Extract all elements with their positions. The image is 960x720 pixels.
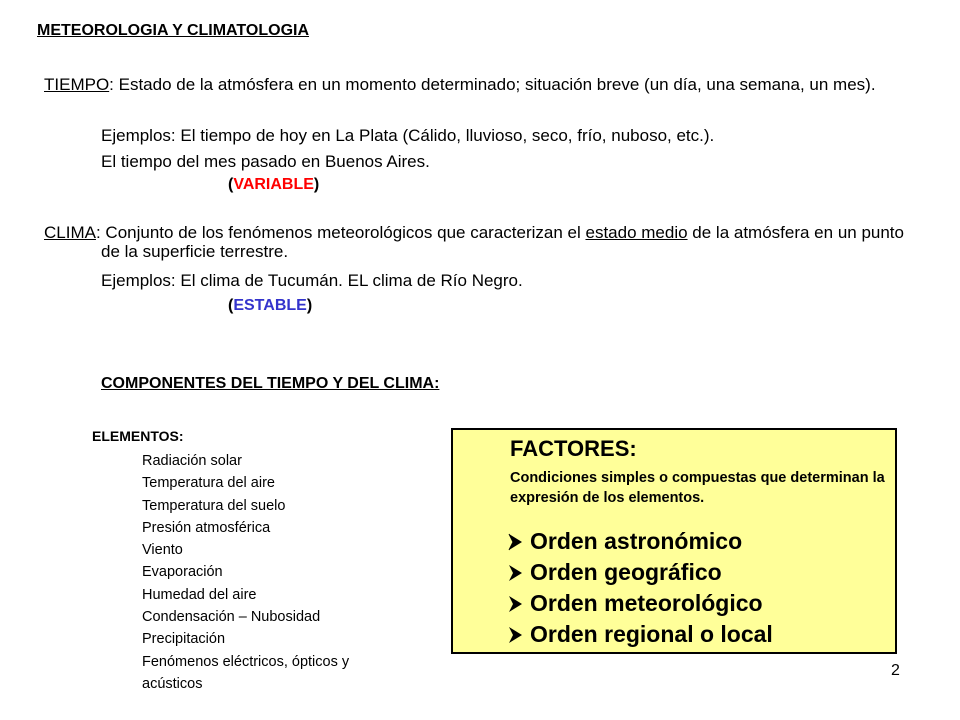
tiempo-definition (44, 75, 924, 94)
factor-label: Orden regional o local (530, 621, 773, 647)
list-item: Viento (142, 542, 183, 559)
tiempo-tag-close: ) (313, 176, 320, 193)
clima-tag-estable: ESTABLE (233, 297, 307, 314)
list-item: Condensación – Nubosidad (142, 609, 321, 626)
factor-label: Orden meteorológico (530, 590, 763, 616)
tiempo-example-1: Ejemplos: El tiempo de hoy en La Plata (Cálido, lluvioso, seco, frío, nuboso, etc.). (101, 126, 715, 145)
factores-description: Condiciones simples o compuestas que determinan la expresión de los elementos. (510, 470, 885, 506)
list-item (508, 526, 773, 557)
list-item: Fenómenos eléctricos, ópticos y acústicos (142, 653, 350, 692)
list-item: Temperatura del aire (142, 475, 275, 492)
factor-label: Orden geográfico (530, 559, 722, 585)
arrow-bullet-icon (508, 625, 524, 645)
tiempo-definition-text: : Estado de la atmósfera en un momento determinado; situación breve (un día, una semana, un mes). (109, 75, 876, 94)
list-item: Precipitación (142, 631, 226, 648)
tiempo-tag-open: ( (228, 176, 234, 193)
page-number: 2 (891, 662, 900, 679)
clima-example-1: Ejemplos: El clima de Tucumán. EL clima de Río Negro. (101, 271, 523, 290)
tiempo-example-2: El tiempo del mes pasado en Buenos Aires. (101, 152, 430, 171)
tiempo-tag-variable: VARIABLE (233, 176, 314, 193)
clima-definition-underlined: estado medio (585, 223, 688, 242)
list-item: Evaporación (142, 564, 223, 581)
elementos-heading: ELEMENTOS: (92, 428, 184, 444)
arrow-bullet-icon (508, 594, 524, 614)
clima-definition-after: de la atmósfera en un punto de la superficie terrestre. (101, 223, 904, 261)
factor-label: Orden astronómico (530, 528, 743, 554)
list-item (508, 588, 773, 619)
arrow-bullet-icon (508, 563, 524, 583)
list-item: Temperatura del suelo (142, 497, 286, 514)
tiempo-tag (228, 176, 319, 194)
list-item (508, 619, 773, 650)
clima-tag-open: ( (228, 297, 234, 314)
clima-definition (44, 223, 924, 261)
arrow-bullet-icon (508, 532, 524, 552)
list-item: Humedad del aire (142, 586, 257, 603)
clima-definition-before: : Conjunto de los fenómenos meteorológicos que caracterizan el (95, 223, 586, 242)
list-item: Radiación solar (142, 453, 242, 469)
componentes-heading: COMPONENTES DEL TIEMPO Y DEL CLIMA: (101, 375, 440, 392)
list-item: Presión atmosférica (142, 519, 271, 536)
list-item (508, 557, 773, 588)
tiempo-term: TIEMPO (44, 75, 110, 94)
elementos-list (142, 450, 392, 695)
factores-list (508, 526, 773, 650)
clima-tag (228, 297, 312, 315)
clima-term: CLIMA (44, 223, 96, 242)
factores-box (451, 428, 897, 654)
clima-tag-close: ) (306, 297, 313, 314)
factores-heading: FACTORES: (510, 436, 637, 461)
page-title: METEOROLOGIA Y CLIMATOLOGIA (37, 22, 310, 39)
